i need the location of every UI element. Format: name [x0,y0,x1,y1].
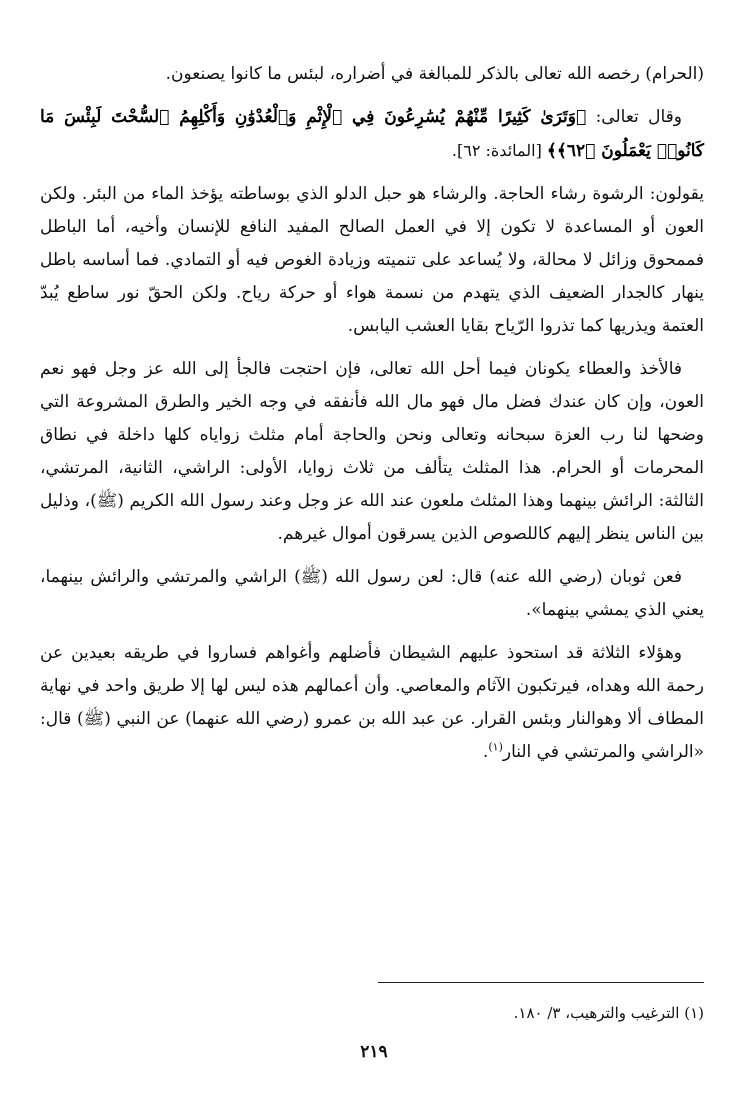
quran-verse: ﴿وَتَرَىٰ كَثِيرًا مِّنْهُمْ يُسَٰرِعُونَ فِي ٱلْإِثْمِ وَٱلْعُدْوَٰنِ وَأَكْلِهِمُ ٱلسُّحْتَ لَبِئْسَ مَا كَانُوا۟ يَعْمَلُونَ ﴿٦٢﴾﴾ [40,107,704,161]
paragraph-2: يقولون: الرشوة رشاء الحاجة. والرشاء هو حبل الدلو الذي بوساطته يؤخذ الماء من البئر. ولكن العون أو المساعدة لا تكون إلا في العمل الصالح المفيد النافع للإنسان وأخيه، أما الباطل فممحوق وزائل لا محالة، ولا يُساعد على تنميته وزيادة الغوص فيه أو التمادي. فما أساسه باطل ينهار كالجدار الضعيف الذي يتهدم من نسمة هواء أو حركة رياح. ولكن الحقّ نور ساطع يُبدّ العتمة ويذريها كما تذروا الرّياح بقايا العشب اليابس. [40,184,704,336]
footnote: (١) الترغيب والترهيب، ٣/ ١٨٠. [513,1004,704,1022]
paragraph-5-tail: . [482,742,489,762]
paragraph-4: فعن ثوبان (رضي الله عنه) قال: لعن رسول الله (ﷺ) الراشي والمرتشي والرائش بينهما، يعني الذي يمشي بينهما». [40,567,704,620]
verse-reference: [المائدة: ٦٢]. [451,141,547,160]
paragraph-3: فالأخذ والعطاء يكونان فيما أحل الله تعالى، فإن احتجت فالجأ إلى الله عز وجل فهو نعم العون، وإن كان عندك فضل مال فهو مال الله فأنفقه في وجه الخير والطرق المشروعة التي وضحها لنا رب العزة سبحانه وتعالى ونحن والحاجة أمام مثلث زواياه كلها داخلة في نطاق المحرمات أو الحرام. هذا المثلث يتألف من ثلاث زوايا، الأولى: الراشي، الثانية، المرتشي، الثالثة: الرائش بينهما وهذا المثلث ملعون عند الله عز وجل وعند رسول الله الكريم (ﷺ)، وذليل بين الناس ينظر إليهم كاللصوص الذين يسرقون أموال غيرهم. [40,359,704,544]
paragraph-quran-verse [40,101,704,168]
footnote-marker: (١) [488,740,503,754]
page-number: ٢١٩ [360,1042,388,1062]
paragraph-1: (الحرام) رخصه الله تعالى بالذكر للمبالغة في أضراره، لبئس ما كانوا يصنعون. [165,64,704,84]
footnote-divider [378,982,704,983]
verse-intro: وقال تعالى: [586,107,682,127]
paragraph-5 [40,637,704,769]
page-body [40,58,704,779]
paragraph-5-text: وهؤلاء الثلاثة قد استحوذ عليهم الشيطان فأضلهم وأغواهم فساروا في طريقه بعيدين عن رحمة الله وهداه، فيرتكبون الآثام والمعاصي. وأن أعمالهم هذه ليس لها إلا طريق واحد في نهاية المطاف ألا وهوالنار وبئس القرار. عن عبد الله بن عمرو (رضي الله عنهما) عن النبي (ﷺ) قال: «الراشي والمرتشي في النار [40,643,704,762]
